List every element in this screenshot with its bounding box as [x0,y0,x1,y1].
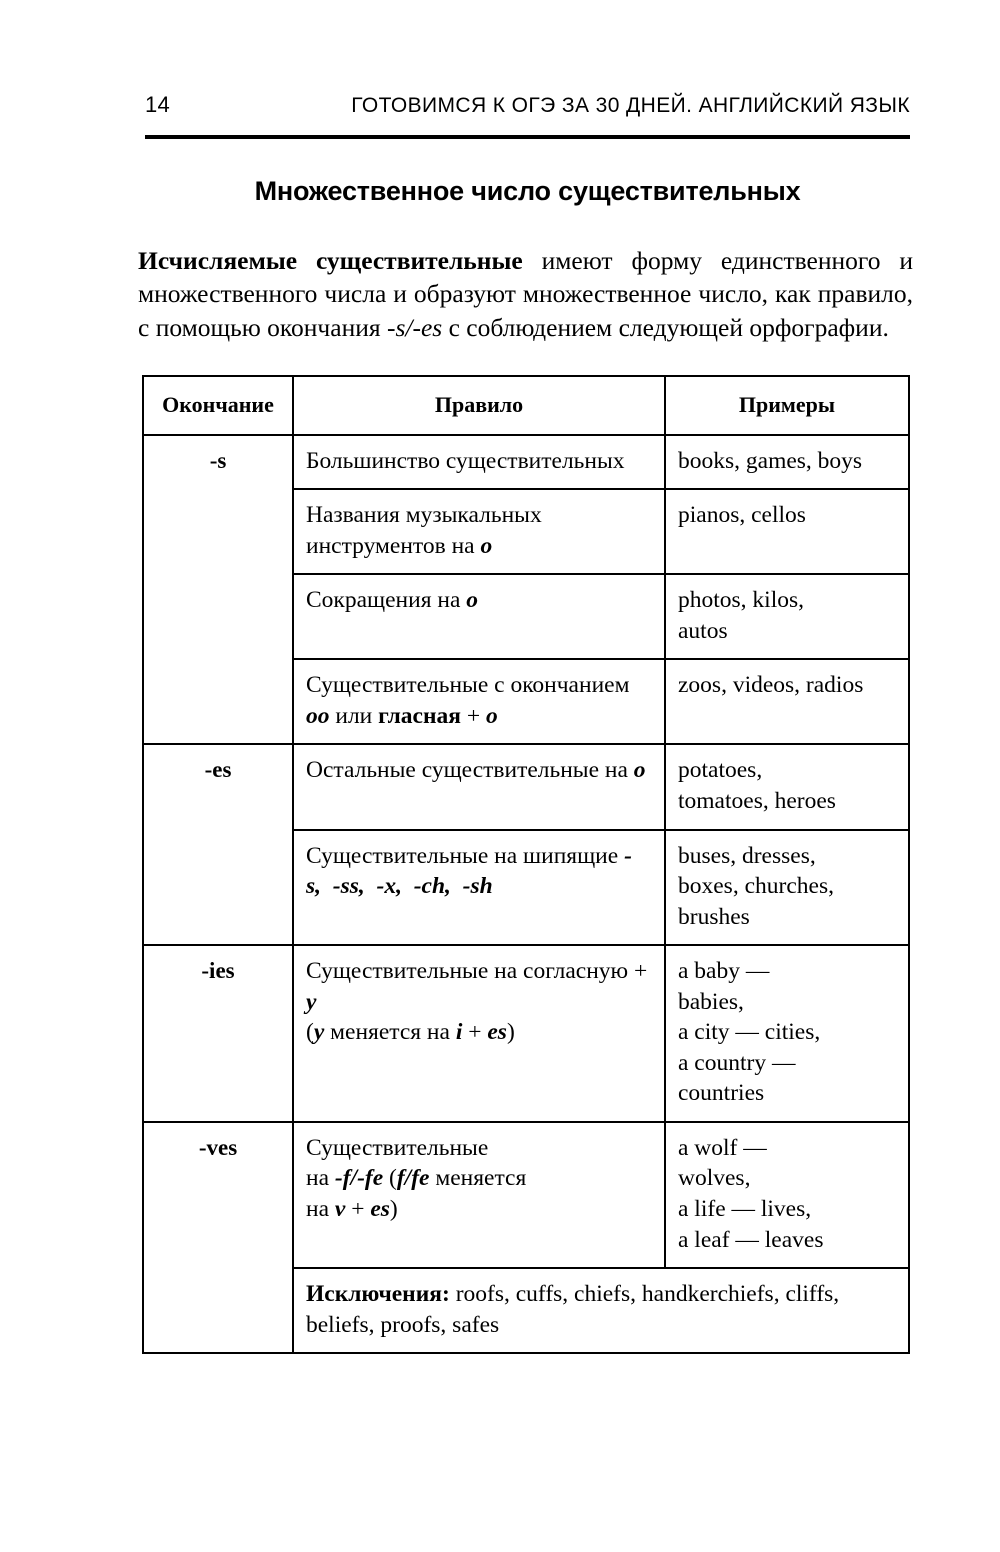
table-row [143,435,909,490]
rule-cell: Существительные на шипящие -s, -ss, -x, -ch, -sh [293,830,665,946]
page-title: Множественное число существительных [254,176,801,207]
rule-cell: Существительные на -f/-fe (f/fe меняется на v + es) [293,1122,665,1268]
header-divider [145,135,910,139]
examples-cell: a baby — babies, a city — cities, a country — countries [665,945,909,1122]
intro-text-1: имеют форму единственного и множественного числа и образуют множественное число, как правило, с помощью окончания [138,245,913,342]
exceptions-text: roofs, cuffs, chiefs, handkerchiefs, cliffs, beliefs, proofs, safes [306,1281,840,1338]
examples-cell: zoos, videos, radios [665,659,909,744]
rule-cell: Остальные существительные на о [293,744,665,829]
rule-cell: Большинство существительных [293,435,665,490]
intro-emphasis: -s/-es [386,312,443,342]
table-row [143,744,909,829]
examples-cell: buses, dresses, boxes, churches, brushes [665,830,909,946]
intro-lead: Исчисляемые существительные [138,245,523,275]
table-row [143,945,909,1122]
column-header-rule: Правило [293,376,665,435]
exceptions-cell [293,1268,909,1353]
page-number: 14 [145,92,171,117]
rule-cell: Сокращения на о [293,574,665,659]
table-header-row [143,376,909,435]
intro-paragraph [138,244,913,345]
examples-cell: potatoes, tomatoes, heroes [665,744,909,829]
plural-rules-table [142,375,910,1354]
examples-cell: photos, kilos, autos [665,574,909,659]
column-header-ending: Окончание [143,376,293,435]
ending-cell-s: -s [143,435,293,745]
intro-text-2: с соблюдением следующей орфографии. [442,312,889,342]
exceptions-label: Исключения: [306,1281,450,1308]
examples-cell: pianos, cellos [665,489,909,574]
running-title: ГОТОВИМСЯ К ОГЭ ЗА 30 ДНЕЙ. АНГЛИЙСКИЙ ЯЗЫК [351,94,910,117]
examples-cell: books, games, boys [665,435,909,490]
table-row [143,1122,909,1268]
rule-cell: Названия музыкальных инструментов на о [293,489,665,574]
examples-cell: a wolf — wolves, a life — lives, a leaf — leaves [665,1122,909,1268]
ending-cell-es: -es [143,744,293,945]
ending-cell-ies: -ies [143,945,293,1122]
column-header-examples: Примеры [665,376,909,435]
rule-cell: Существительные на согласную + y (y меняется на i + es) [293,945,665,1122]
page-header [145,92,910,118]
ending-cell-ves: -ves [143,1122,293,1353]
rule-cell: Существительные с окончанием оо или гласная + о [293,659,665,744]
